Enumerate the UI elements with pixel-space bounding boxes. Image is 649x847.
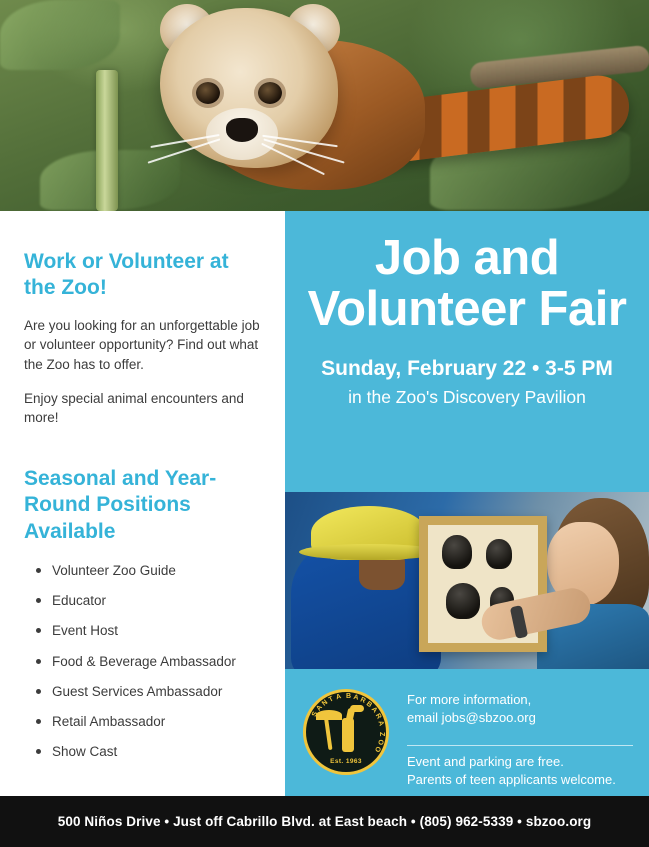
- contact-info-line1: For more information,: [407, 692, 532, 707]
- beetle-specimen: [446, 583, 480, 619]
- list-item: Food & Beverage Ambassador: [24, 654, 261, 670]
- event-location: in the Zoo's Discovery Pavilion: [348, 386, 586, 407]
- positions-list: [24, 563, 261, 760]
- beetle-specimen: [486, 539, 512, 569]
- logo-ring-char: R: [373, 712, 383, 721]
- logo-ring-char: A: [369, 705, 379, 715]
- list-item: Retail Ambassador: [24, 714, 261, 730]
- logo-ring-char: A: [315, 703, 325, 713]
- event-date: Sunday, February 22 • 3-5 PM: [321, 356, 613, 380]
- positions-heading: Seasonal and Year-Round Positions Available: [24, 466, 217, 543]
- contact-info: [407, 691, 635, 728]
- contact-email-line[interactable]: email jobs@sbzoo.org: [407, 710, 536, 726]
- page-title: Job and Volunteer Fair: [307, 231, 627, 336]
- santa-barbara-zoo-logo: [303, 689, 389, 775]
- red-panda-eye-right: [258, 82, 282, 104]
- logo-ring-char: O: [372, 745, 382, 754]
- logo-ring-char: B: [364, 700, 374, 710]
- encounters-paragraph: Enjoy special animal encounters and more!: [24, 390, 244, 426]
- logo-established-text: Est. 1963: [330, 758, 362, 765]
- logo-ring-char: Z: [378, 732, 385, 737]
- list-item: Show Cast: [24, 744, 261, 760]
- red-panda-eye-left: [196, 82, 220, 104]
- logo-ring-char: A: [335, 692, 343, 702]
- contact-note-line2: Parents of teen applicants welcome.: [407, 772, 616, 788]
- logo-ring-char: O: [376, 738, 385, 746]
- contact-note: [407, 753, 639, 790]
- intro-paragraph: Are you looking for an unforgettable job or volunteer opportunity? Find out what the Zoo has to offer.: [24, 317, 260, 373]
- list-item: Volunteer Zoo Guide: [24, 563, 261, 579]
- footer-text: 500 Niños Drive • Just off Cabrillo Blvd. at East beach • (805) 962-5339 • sbzoo.org: [57, 814, 592, 829]
- logo-ring-char: S: [310, 710, 320, 718]
- beetle-specimen: [442, 535, 472, 569]
- logo-ring-char: N: [320, 698, 330, 708]
- hero-photo-red-panda: [0, 0, 649, 211]
- foliage-decor: [0, 0, 120, 70]
- contact-note-line1: Event and parking are free.: [407, 754, 564, 769]
- logo-ring-char: R: [359, 696, 367, 706]
- contact-panel: [285, 669, 649, 796]
- footer-address-bar: [0, 796, 649, 847]
- red-panda-nose: [226, 118, 258, 142]
- bamboo-stalk-decor: [96, 70, 118, 211]
- right-content-column: [285, 211, 649, 796]
- list-item: Guest Services Ambassador: [24, 684, 261, 700]
- work-or-volunteer-heading: Work or Volunteer at the Zoo!: [24, 250, 229, 300]
- logo-ring-char: T: [327, 695, 336, 704]
- education-photo: [285, 492, 649, 669]
- logo-ring-char: A: [376, 719, 385, 728]
- divider: [407, 745, 633, 746]
- logo-ring-char: B: [346, 693, 352, 700]
- list-item: Educator: [24, 593, 261, 609]
- left-content-column: [0, 211, 285, 796]
- list-item: Event Host: [24, 623, 261, 639]
- logo-ring-char: A: [352, 693, 360, 702]
- event-title-panel: [285, 211, 649, 492]
